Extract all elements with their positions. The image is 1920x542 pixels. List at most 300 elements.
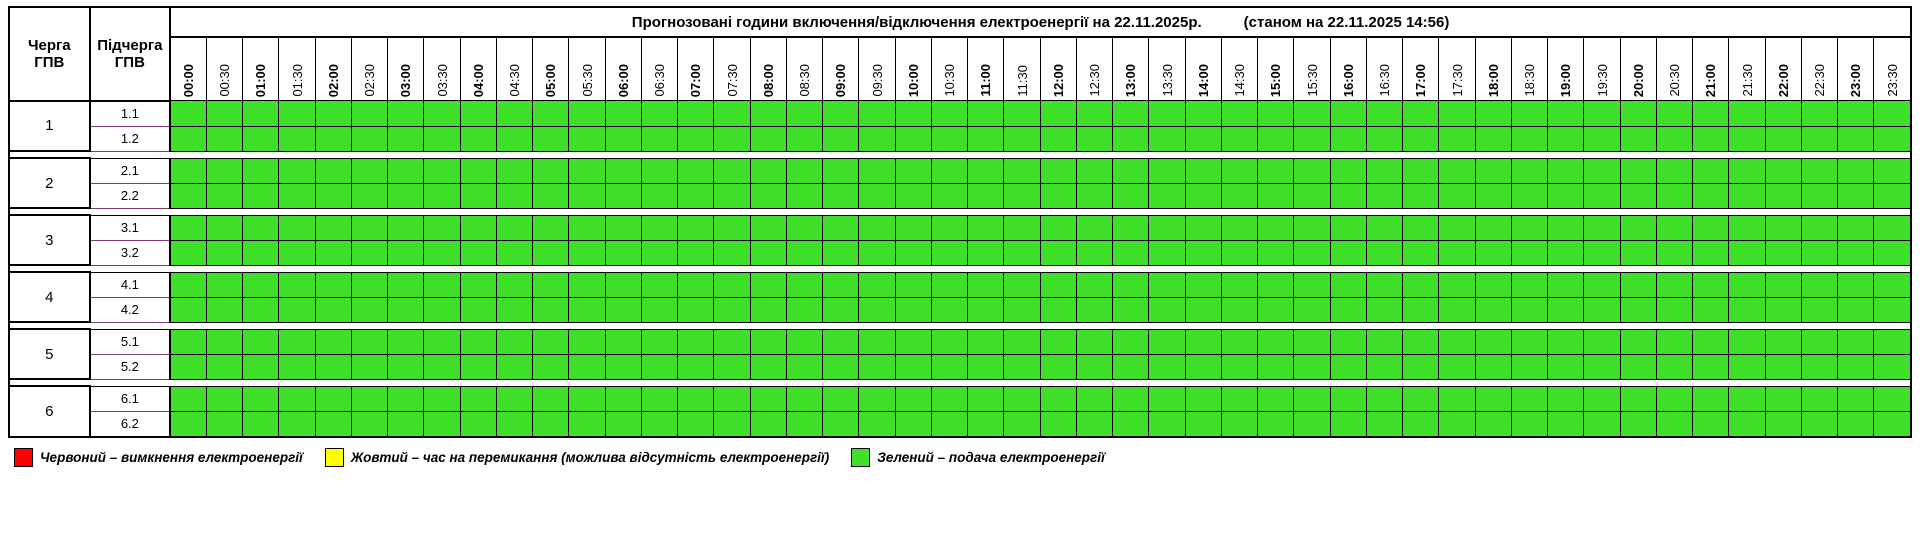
slot-cell-green bbox=[1004, 215, 1040, 240]
slot-cell-green bbox=[931, 240, 967, 265]
slot-cell-green bbox=[1221, 101, 1257, 127]
slot-cell-green bbox=[1874, 126, 1911, 151]
slot-cell-green bbox=[1294, 354, 1330, 379]
slot-cell-green bbox=[170, 297, 206, 322]
time-slot-header bbox=[786, 37, 822, 101]
slot-cell-green bbox=[315, 183, 351, 208]
slot-cell-green bbox=[424, 183, 460, 208]
slot-cell-green bbox=[1656, 158, 1692, 183]
slot-cell-green bbox=[206, 354, 242, 379]
slot-cell-green bbox=[968, 272, 1004, 297]
slot-cell-green bbox=[1729, 411, 1765, 437]
table-row bbox=[9, 272, 1911, 297]
slot-cell-green bbox=[1403, 101, 1439, 127]
time-slot-header bbox=[1185, 37, 1221, 101]
subqueue-label: 3.2 bbox=[90, 240, 171, 265]
slot-cell-green bbox=[424, 240, 460, 265]
time-slot-header bbox=[1403, 37, 1439, 101]
slot-cell-green bbox=[895, 158, 931, 183]
slot-cell-green bbox=[786, 411, 822, 437]
slot-cell-green bbox=[714, 329, 750, 354]
time-slot-header bbox=[931, 37, 967, 101]
slot-cell-green bbox=[1258, 386, 1294, 411]
slot-cell-green bbox=[1511, 386, 1547, 411]
slot-cell-green bbox=[1475, 272, 1511, 297]
slot-cell-green bbox=[605, 272, 641, 297]
slot-cell-green bbox=[859, 297, 895, 322]
time-slot-label: 17:30 bbox=[1449, 64, 1465, 97]
slot-cell-green bbox=[496, 329, 532, 354]
slot-cell-green bbox=[750, 215, 786, 240]
slot-cell-green bbox=[1366, 183, 1402, 208]
slot-cell-green bbox=[1330, 240, 1366, 265]
slot-cell-green bbox=[750, 354, 786, 379]
slot-cell-green bbox=[968, 354, 1004, 379]
slot-cell-green bbox=[1004, 101, 1040, 127]
slot-cell-green bbox=[786, 158, 822, 183]
slot-cell-green bbox=[1258, 354, 1294, 379]
slot-cell-green bbox=[496, 215, 532, 240]
slot-cell-green bbox=[1620, 411, 1656, 437]
slot-cell-green bbox=[1403, 240, 1439, 265]
slot-cell-green bbox=[1366, 329, 1402, 354]
legend-swatch-yellow bbox=[325, 448, 344, 467]
slot-cell-green bbox=[714, 183, 750, 208]
header-title bbox=[170, 7, 1911, 37]
slot-cell-green bbox=[823, 272, 859, 297]
slot-cell-green bbox=[315, 240, 351, 265]
slot-cell-green bbox=[496, 126, 532, 151]
time-slot-header-row bbox=[9, 37, 1911, 101]
slot-cell-green bbox=[641, 183, 677, 208]
slot-cell-green bbox=[786, 386, 822, 411]
slot-cell-green bbox=[1620, 126, 1656, 151]
queue-label: 1 bbox=[9, 101, 90, 152]
slot-cell-green bbox=[1366, 354, 1402, 379]
slot-cell-green bbox=[1258, 215, 1294, 240]
slot-cell-green bbox=[1294, 101, 1330, 127]
slot-cell-green bbox=[206, 126, 242, 151]
time-slot-label: 21:00 bbox=[1703, 63, 1719, 97]
slot-cell-green bbox=[170, 101, 206, 127]
slot-cell-green bbox=[1330, 215, 1366, 240]
slot-cell-green bbox=[895, 126, 931, 151]
slot-cell-green bbox=[424, 101, 460, 127]
header-subqueue-line2: ГПВ bbox=[114, 53, 145, 71]
slot-cell-green bbox=[1258, 101, 1294, 127]
slot-cell-green bbox=[714, 354, 750, 379]
slot-cell-green bbox=[968, 386, 1004, 411]
slot-cell-green bbox=[206, 240, 242, 265]
time-slot-header bbox=[1548, 37, 1584, 101]
header-queue bbox=[9, 7, 90, 101]
slot-cell-green bbox=[931, 272, 967, 297]
slot-cell-green bbox=[678, 386, 714, 411]
slot-cell-green bbox=[605, 354, 641, 379]
slot-cell-green bbox=[388, 126, 424, 151]
slot-cell-green bbox=[678, 126, 714, 151]
slot-cell-green bbox=[931, 126, 967, 151]
slot-cell-green bbox=[1221, 215, 1257, 240]
slot-cell-green bbox=[895, 240, 931, 265]
slot-cell-green bbox=[1838, 158, 1874, 183]
slot-cell-green bbox=[351, 158, 387, 183]
table-row bbox=[9, 101, 1911, 127]
slot-cell-green bbox=[1765, 240, 1801, 265]
slot-cell-green bbox=[1439, 329, 1475, 354]
slot-cell-green bbox=[1185, 158, 1221, 183]
slot-cell-green bbox=[279, 411, 315, 437]
slot-cell-green bbox=[1403, 297, 1439, 322]
slot-cell-green bbox=[1656, 183, 1692, 208]
time-slot-label: 09:30 bbox=[869, 64, 885, 97]
slot-cell-green bbox=[1729, 354, 1765, 379]
slot-cell-green bbox=[533, 101, 569, 127]
time-slot-header bbox=[1584, 37, 1620, 101]
slot-cell-green bbox=[678, 183, 714, 208]
slot-cell-green bbox=[1620, 329, 1656, 354]
slot-cell-green bbox=[931, 215, 967, 240]
time-slot-header bbox=[859, 37, 895, 101]
slot-cell-green bbox=[206, 386, 242, 411]
slot-cell-green bbox=[388, 329, 424, 354]
time-slot-header bbox=[1656, 37, 1692, 101]
time-slot-label: 15:30 bbox=[1304, 64, 1320, 97]
slot-cell-green bbox=[243, 183, 279, 208]
slot-cell-green bbox=[279, 272, 315, 297]
slot-cell-green bbox=[496, 158, 532, 183]
slot-cell-green bbox=[1801, 297, 1837, 322]
slot-cell-green bbox=[496, 411, 532, 437]
slot-cell-green bbox=[1693, 183, 1729, 208]
slot-cell-green bbox=[1656, 411, 1692, 437]
slot-cell-green bbox=[460, 126, 496, 151]
slot-cell-green bbox=[1620, 297, 1656, 322]
slot-cell-green bbox=[1729, 101, 1765, 127]
slot-cell-green bbox=[1511, 215, 1547, 240]
slot-cell-green bbox=[1076, 240, 1112, 265]
time-slot-header bbox=[1366, 37, 1402, 101]
slot-cell-green bbox=[170, 386, 206, 411]
time-slot-label: 14:00 bbox=[1195, 63, 1211, 97]
subqueue-label: 2.1 bbox=[90, 158, 171, 183]
slot-cell-green bbox=[1258, 158, 1294, 183]
slot-cell-green bbox=[859, 354, 895, 379]
time-slot-label: 10:00 bbox=[905, 63, 921, 97]
slot-cell-green bbox=[206, 158, 242, 183]
queue-label: 6 bbox=[9, 386, 90, 437]
slot-cell-green bbox=[1149, 101, 1185, 127]
slot-cell-green bbox=[170, 158, 206, 183]
slot-cell-green bbox=[424, 297, 460, 322]
table-row bbox=[9, 354, 1911, 379]
slot-cell-green bbox=[641, 272, 677, 297]
slot-cell-green bbox=[170, 183, 206, 208]
legend-item bbox=[325, 448, 829, 467]
slot-cell-green bbox=[1113, 183, 1149, 208]
slot-cell-green bbox=[1004, 272, 1040, 297]
slot-cell-green bbox=[823, 240, 859, 265]
slot-cell-green bbox=[1620, 240, 1656, 265]
slot-cell-green bbox=[243, 158, 279, 183]
slot-cell-green bbox=[1511, 183, 1547, 208]
slot-cell-green bbox=[388, 411, 424, 437]
slot-cell-green bbox=[1330, 126, 1366, 151]
slot-cell-green bbox=[1004, 411, 1040, 437]
time-slot-label: 21:30 bbox=[1739, 64, 1755, 97]
slot-cell-green bbox=[1656, 354, 1692, 379]
slot-cell-green bbox=[1838, 329, 1874, 354]
slot-cell-green bbox=[1548, 158, 1584, 183]
slot-cell-green bbox=[1439, 126, 1475, 151]
time-slot-label: 14:30 bbox=[1232, 64, 1248, 97]
slot-cell-green bbox=[1838, 297, 1874, 322]
slot-cell-green bbox=[243, 354, 279, 379]
queue-label: 5 bbox=[9, 329, 90, 379]
slot-cell-green bbox=[1656, 297, 1692, 322]
subqueue-label: 1.1 bbox=[90, 101, 171, 127]
slot-cell-green bbox=[1548, 126, 1584, 151]
slot-cell-green bbox=[1729, 158, 1765, 183]
slot-cell-green bbox=[1439, 386, 1475, 411]
slot-cell-green bbox=[1403, 183, 1439, 208]
slot-cell-green bbox=[895, 411, 931, 437]
slot-cell-green bbox=[1258, 240, 1294, 265]
subqueue-label: 4.2 bbox=[90, 297, 171, 322]
slot-cell-green bbox=[1801, 240, 1837, 265]
time-slot-label: 08:00 bbox=[760, 63, 776, 97]
slot-cell-green bbox=[569, 354, 605, 379]
slot-cell-green bbox=[1294, 329, 1330, 354]
slot-cell-green bbox=[351, 297, 387, 322]
slot-cell-green bbox=[678, 240, 714, 265]
header-subqueue bbox=[90, 7, 171, 101]
time-slot-label: 02:30 bbox=[362, 64, 378, 97]
slot-cell-green bbox=[895, 183, 931, 208]
time-slot-header bbox=[388, 37, 424, 101]
header-queue-line2: ГПВ bbox=[34, 53, 65, 71]
time-slot-header bbox=[1801, 37, 1837, 101]
slot-cell-green bbox=[279, 354, 315, 379]
slot-cell-green bbox=[750, 126, 786, 151]
slot-cell-green bbox=[1801, 272, 1837, 297]
slot-cell-green bbox=[859, 215, 895, 240]
slot-cell-green bbox=[1838, 101, 1874, 127]
slot-cell-green bbox=[424, 126, 460, 151]
as-of-timestamp: (станом на 22.11.2025 14:56) bbox=[1243, 13, 1450, 31]
slot-cell-green bbox=[1801, 101, 1837, 127]
table-row bbox=[9, 329, 1911, 354]
slot-cell-green bbox=[750, 158, 786, 183]
slot-cell-green bbox=[641, 240, 677, 265]
slot-cell-green bbox=[823, 215, 859, 240]
slot-cell-green bbox=[1294, 158, 1330, 183]
slot-cell-green bbox=[1185, 297, 1221, 322]
slot-cell-green bbox=[1076, 411, 1112, 437]
slot-cell-green bbox=[1874, 297, 1911, 322]
slot-cell-green bbox=[786, 354, 822, 379]
slot-cell-green bbox=[1294, 297, 1330, 322]
slot-cell-green bbox=[279, 183, 315, 208]
slot-cell-green bbox=[859, 386, 895, 411]
slot-cell-green bbox=[1801, 126, 1837, 151]
slot-cell-green bbox=[823, 126, 859, 151]
slot-cell-green bbox=[1729, 240, 1765, 265]
slot-cell-green bbox=[1294, 386, 1330, 411]
slot-cell-green bbox=[1366, 297, 1402, 322]
slot-cell-green bbox=[1330, 297, 1366, 322]
slot-cell-green bbox=[1113, 158, 1149, 183]
slot-cell-green bbox=[678, 329, 714, 354]
slot-cell-green bbox=[351, 386, 387, 411]
slot-cell-green bbox=[1366, 272, 1402, 297]
table-row bbox=[9, 297, 1911, 322]
slot-cell-green bbox=[533, 354, 569, 379]
slot-cell-green bbox=[1040, 297, 1076, 322]
time-slot-header bbox=[605, 37, 641, 101]
slot-cell-green bbox=[1765, 272, 1801, 297]
legend bbox=[8, 448, 1912, 467]
slot-cell-green bbox=[931, 297, 967, 322]
slot-cell-green bbox=[641, 126, 677, 151]
slot-cell-green bbox=[206, 101, 242, 127]
queue-separator-row bbox=[9, 265, 1911, 272]
slot-cell-green bbox=[1330, 101, 1366, 127]
slot-cell-green bbox=[1439, 158, 1475, 183]
slot-cell-green bbox=[1221, 411, 1257, 437]
slot-cell-green bbox=[1149, 329, 1185, 354]
slot-cell-green bbox=[569, 101, 605, 127]
slot-cell-green bbox=[1729, 329, 1765, 354]
slot-cell-green bbox=[1040, 354, 1076, 379]
slot-cell-green bbox=[714, 272, 750, 297]
slot-cell-green bbox=[823, 354, 859, 379]
slot-cell-green bbox=[1548, 240, 1584, 265]
time-slot-label: 07:30 bbox=[724, 64, 740, 97]
header-subqueue-line1: Підчерга bbox=[97, 36, 163, 54]
slot-cell-green bbox=[1584, 215, 1620, 240]
slot-cell-green bbox=[1475, 158, 1511, 183]
slot-cell-green bbox=[533, 411, 569, 437]
slot-cell-green bbox=[1113, 215, 1149, 240]
slot-cell-green bbox=[1620, 272, 1656, 297]
slot-cell-green bbox=[1185, 272, 1221, 297]
slot-cell-green bbox=[533, 183, 569, 208]
slot-cell-green bbox=[170, 126, 206, 151]
time-slot-header bbox=[678, 37, 714, 101]
slot-cell-green bbox=[1040, 158, 1076, 183]
slot-cell-green bbox=[1729, 272, 1765, 297]
slot-cell-green bbox=[1403, 329, 1439, 354]
time-slot-header bbox=[714, 37, 750, 101]
slot-cell-green bbox=[315, 386, 351, 411]
slot-cell-green bbox=[1693, 386, 1729, 411]
slot-cell-green bbox=[1874, 411, 1911, 437]
slot-cell-green bbox=[750, 183, 786, 208]
slot-cell-green bbox=[1693, 329, 1729, 354]
slot-cell-green bbox=[859, 411, 895, 437]
slot-cell-green bbox=[750, 101, 786, 127]
time-slot-label: 11:30 bbox=[1014, 65, 1030, 97]
legend-swatch-green bbox=[851, 448, 870, 467]
slot-cell-green bbox=[641, 386, 677, 411]
slot-cell-green bbox=[1149, 215, 1185, 240]
subqueue-label: 5.1 bbox=[90, 329, 171, 354]
slot-cell-green bbox=[1475, 354, 1511, 379]
time-slot-label: 11:00 bbox=[978, 64, 994, 97]
slot-cell-green bbox=[968, 297, 1004, 322]
slot-cell-green bbox=[1874, 101, 1911, 127]
slot-cell-green bbox=[388, 297, 424, 322]
time-slot-label: 18:30 bbox=[1522, 64, 1538, 97]
slot-cell-green bbox=[1511, 354, 1547, 379]
slot-cell-green bbox=[1801, 183, 1837, 208]
slot-cell-green bbox=[1801, 158, 1837, 183]
slot-cell-green bbox=[460, 215, 496, 240]
slot-cell-green bbox=[1403, 215, 1439, 240]
slot-cell-green bbox=[1149, 411, 1185, 437]
slot-cell-green bbox=[460, 158, 496, 183]
slot-cell-green bbox=[1185, 240, 1221, 265]
slot-cell-green bbox=[1113, 126, 1149, 151]
slot-cell-green bbox=[351, 354, 387, 379]
slot-cell-green bbox=[460, 329, 496, 354]
slot-cell-green bbox=[243, 411, 279, 437]
subqueue-label: 6.1 bbox=[90, 386, 171, 411]
slot-cell-green bbox=[1221, 183, 1257, 208]
slot-cell-green bbox=[1330, 411, 1366, 437]
slot-cell-green bbox=[786, 329, 822, 354]
slot-cell-green bbox=[170, 411, 206, 437]
slot-cell-green bbox=[1656, 272, 1692, 297]
slot-cell-green bbox=[1004, 354, 1040, 379]
slot-cell-green bbox=[1076, 354, 1112, 379]
slot-cell-green bbox=[279, 386, 315, 411]
slot-cell-green bbox=[1765, 354, 1801, 379]
slot-cell-green bbox=[388, 272, 424, 297]
slot-cell-green bbox=[605, 101, 641, 127]
slot-cell-green bbox=[1765, 411, 1801, 437]
slot-cell-green bbox=[243, 386, 279, 411]
slot-cell-green bbox=[1439, 101, 1475, 127]
slot-cell-green bbox=[1801, 354, 1837, 379]
slot-cell-green bbox=[1258, 272, 1294, 297]
slot-cell-green bbox=[1040, 183, 1076, 208]
slot-cell-green bbox=[460, 272, 496, 297]
slot-cell-green bbox=[1185, 215, 1221, 240]
time-slot-label: 12:00 bbox=[1050, 63, 1066, 97]
slot-cell-green bbox=[1838, 411, 1874, 437]
slot-cell-green bbox=[315, 101, 351, 127]
slot-cell-green bbox=[1403, 272, 1439, 297]
slot-cell-green bbox=[605, 158, 641, 183]
slot-cell-green bbox=[1439, 240, 1475, 265]
slot-cell-green bbox=[1838, 386, 1874, 411]
slot-cell-green bbox=[279, 101, 315, 127]
slot-cell-green bbox=[678, 297, 714, 322]
slot-cell-green bbox=[1511, 101, 1547, 127]
slot-cell-green bbox=[206, 183, 242, 208]
slot-cell-green bbox=[823, 411, 859, 437]
slot-cell-green bbox=[859, 272, 895, 297]
slot-cell-green bbox=[1366, 101, 1402, 127]
time-slot-header bbox=[170, 37, 206, 101]
time-slot-label: 07:00 bbox=[688, 63, 704, 97]
slot-cell-green bbox=[605, 240, 641, 265]
slot-cell-green bbox=[351, 240, 387, 265]
slot-cell-green bbox=[1294, 126, 1330, 151]
slot-cell-green bbox=[1149, 297, 1185, 322]
